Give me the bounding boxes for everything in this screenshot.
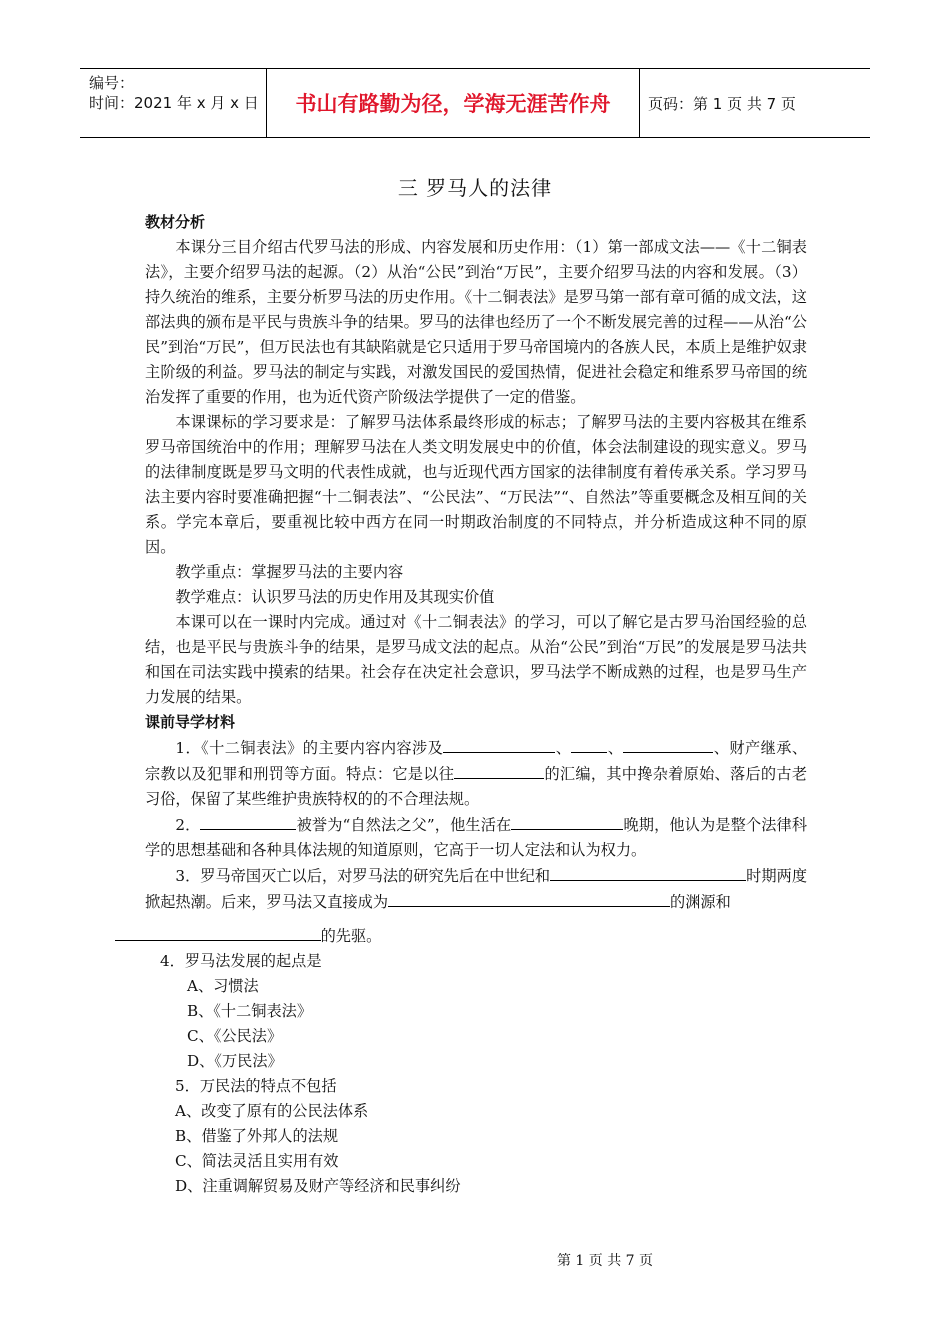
question-2: 2． 被誉为“自然法之父”，他生活在 晚期，他认为是整个法律科学的思想基础和各种具体法规的知道原则，它高于一切人定法和认为权力。: [145, 812, 807, 863]
section-heading-preview: 课前导学材料: [145, 713, 236, 731]
date-label: 时间：2021 年 x 月 x 日: [89, 94, 259, 112]
answer-blank[interactable]: [200, 812, 296, 830]
option-item: C、《公民法》: [187, 1027, 283, 1045]
page-header: [80, 68, 870, 138]
question-5: 5．万民法的特点不包括: [175, 1077, 337, 1095]
option-item: B、借鉴了外邦人的法规: [175, 1127, 339, 1145]
answer-blank[interactable]: [571, 735, 607, 753]
document-title: 三 罗马人的法律: [397, 176, 553, 200]
question-4: 4．罗马法发展的起点是: [160, 952, 322, 970]
option-item: D、注重调解贸易及财产等经济和民事纠纷: [175, 1177, 461, 1195]
paragraph: 教学重点：掌握罗马法的主要内容: [175, 563, 404, 581]
document-body: [145, 210, 807, 1199]
option-item: A、习惯法: [187, 977, 259, 995]
section-heading-analysis: 教材分析: [145, 213, 206, 231]
answer-blank[interactable]: [388, 889, 670, 907]
option-item: C、简法灵活且实用有效: [175, 1152, 339, 1170]
number-label: 编号：: [89, 74, 135, 92]
header-page-info: 页码：第 1 页 共 7 页: [648, 94, 796, 113]
answer-blank[interactable]: [443, 735, 555, 753]
answer-blank[interactable]: [454, 761, 544, 779]
page-footer: 第 1 页 共 7 页: [556, 1253, 654, 1269]
paragraph: 教学难点：认识罗马法的历史作用及其现实价值: [175, 588, 495, 606]
answer-blank[interactable]: [623, 735, 713, 753]
answer-blank[interactable]: [550, 863, 746, 881]
header-motto: 书山有路勤为径，学海无涯苦作舟: [267, 69, 640, 137]
header-meta: [80, 69, 267, 137]
paragraph: 本课可以在一课时内完成。通过对《十二铜表法》的学习，可以了解它是古罗马治国经验的总结，也是平民与贵族斗争的结果，是罗马成文法的起点。从治“公民”到治“万民”的发展是罗马法共和国在司法实践中摸索的结果。社会存在决定社会意识，罗马法学不断成熟的过程，也是罗马生产力发展的结果。: [145, 613, 807, 706]
question-3: 3．罗马帝国灭亡以后，对罗马法的研究先后在中世纪和 时期两度掀起热潮。后来，罗马法又直接成为 的渊源和 的先驱。: [145, 863, 807, 949]
paragraph: 本课课标的学习要求是：了解罗马法体系最终形成的标志；了解罗马法的主要内容极其在维系罗马帝国统治中的作用；理解罗马法在人类文明发展史中的价值，体会法制建设的现实意义。罗马的法律制度既是罗马文明的代表性成就，也与近现代西方国家的法律制度有着传承关系。学习罗马法主要内容时要准确把握“十二铜表法”、“公民法”、“万民法”“、自然法”等重要概念及相互间的关系。学完本章后，要重视比较中西方在同一时期政治制度的不同特点，并分析造成这种不同的原因。: [145, 413, 807, 556]
option-item: A、改变了原有的公民法体系: [175, 1102, 369, 1120]
answer-blank[interactable]: [115, 923, 321, 941]
question-1: 1．《十二铜表法》的主要内容内容涉及 、 、 、财产继承、宗教以及犯罪和刑罚等方面。特点：它是以往 的汇编，其中搀杂着原始、落后的古老习俗，保留了某些维护贵族特权的的不合理法规。: [145, 735, 807, 812]
option-item: D、《万民法》: [187, 1052, 283, 1070]
paragraph: 本课分三目介绍古代罗马法的形成、内容发展和历史作用：（1）第一部成文法——《十二铜表法》，主要介绍罗马法的起源。（2）从治“公民”到治“万民”，主要介绍罗马法的内容和发展。（3）持久统治的维系，主要分析罗马法的历史作用。《十二铜表法》是罗马第一部有章可循的成文法，这部法典的颁布是平民与贵族斗争的结果。罗马的法律也经历了一个不断发展完善的过程——从治“公民”到治“万民”，但万民法也有其缺陷就是它只适用于罗马帝国境内的各族人民，本质上是维护奴隶主阶级的利益。罗马法的制定与实践，对激发国民的爱国热情，促进社会稳定和维系罗马帝国的统治发挥了重要的作用，也为近代资产阶级法学提供了一定的借鉴。: [145, 238, 807, 406]
option-item: B、《十二铜表法》: [187, 1002, 313, 1020]
answer-blank[interactable]: [511, 812, 623, 830]
